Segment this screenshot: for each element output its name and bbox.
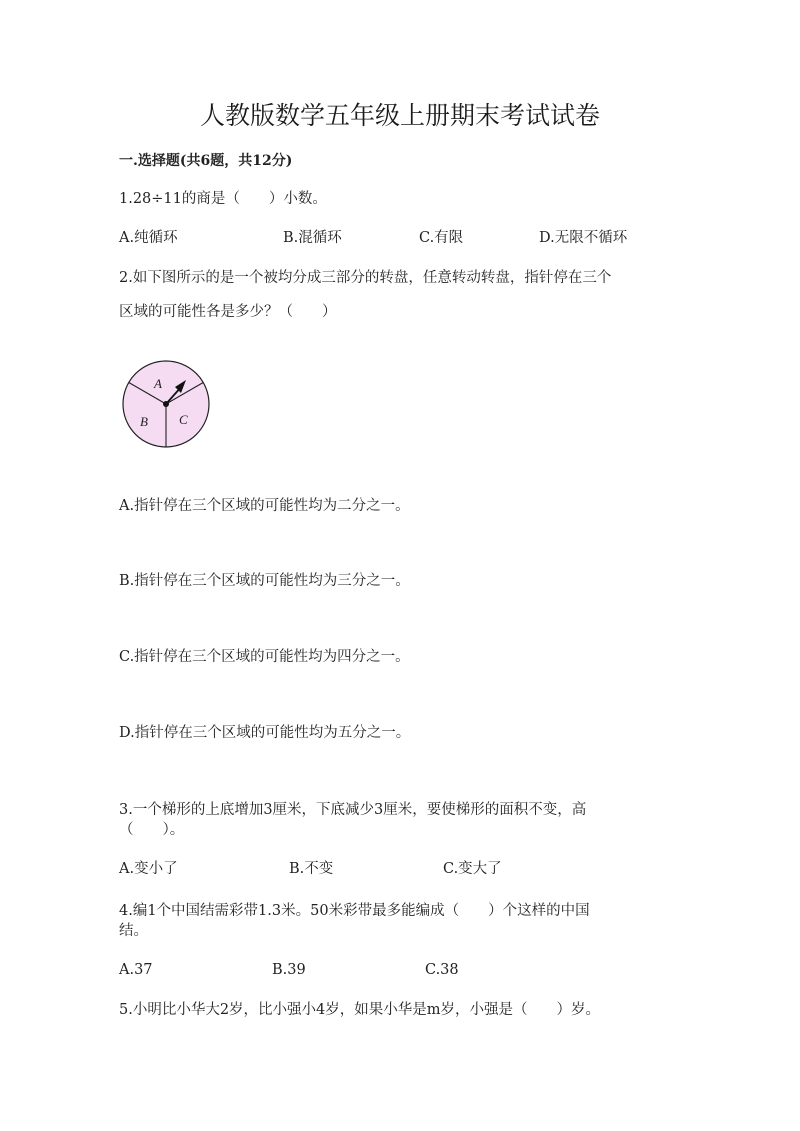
question-1-stem: 1.28÷11的商是（ ）小数。 <box>119 191 327 207</box>
section-heading: 一.选择题(共6题，共12分) <box>119 153 293 169</box>
question-4-option-b: B.39 <box>272 962 306 978</box>
spinner-figure <box>120 360 212 452</box>
question-2-option-d: D.指针停在三个区域的可能性均为五分之一。 <box>119 725 411 741</box>
spinner-label-a: A <box>154 376 162 391</box>
question-5-stem: 5.小明比小华大2岁，比小强小4岁，如果小华是m岁，小强是（ ）岁。 <box>119 1002 601 1018</box>
question-1-option-b: B.混循环 <box>283 230 342 246</box>
question-2-option-c: C.指针停在三个区域的可能性均为四分之一。 <box>119 649 410 665</box>
question-2-stem-line1: 2.如下图所示的是一个被均分成三部分的转盘，任意转动转盘，指针停在三个 <box>119 270 612 286</box>
question-3-option-c: C.变大了 <box>443 861 502 877</box>
page-title: 人教版数学五年级上册期末考试试卷 <box>199 101 600 130</box>
question-2-option-b: B.指针停在三个区域的可能性均为三分之一。 <box>119 573 410 589</box>
question-4-stem-line2: 结。 <box>119 923 148 939</box>
question-2-option-a: A.指针停在三个区域的可能性均为二分之一。 <box>119 498 410 514</box>
spinner-label-b: B <box>140 414 148 429</box>
question-2-stem-line2: 区域的可能性各是多少？（ ） <box>119 304 337 320</box>
question-3-option-a: A.变小了 <box>119 861 178 877</box>
question-4-stem-line1: 4.编1个中国结需彩带1.3米。50米彩带最多能编成（ ）个这样的中国 <box>119 903 590 919</box>
question-1-option-d: D.无限不循环 <box>539 230 628 246</box>
question-4-option-c: C.38 <box>425 962 459 978</box>
question-3-stem-line1: 3.一个梯形的上底增加3厘米，下底减少3厘米，要使梯形的面积不变，高 <box>119 802 587 818</box>
spinner-label-c: C <box>179 412 188 427</box>
question-4-option-a: A.37 <box>119 962 153 978</box>
question-1-option-c: C.有限 <box>419 230 464 246</box>
question-3-stem-line2: （ ）。 <box>119 822 185 838</box>
spinner-center <box>163 401 169 407</box>
question-3-option-b: B.不变 <box>289 861 334 877</box>
question-1-option-a: A.纯循环 <box>119 230 178 246</box>
